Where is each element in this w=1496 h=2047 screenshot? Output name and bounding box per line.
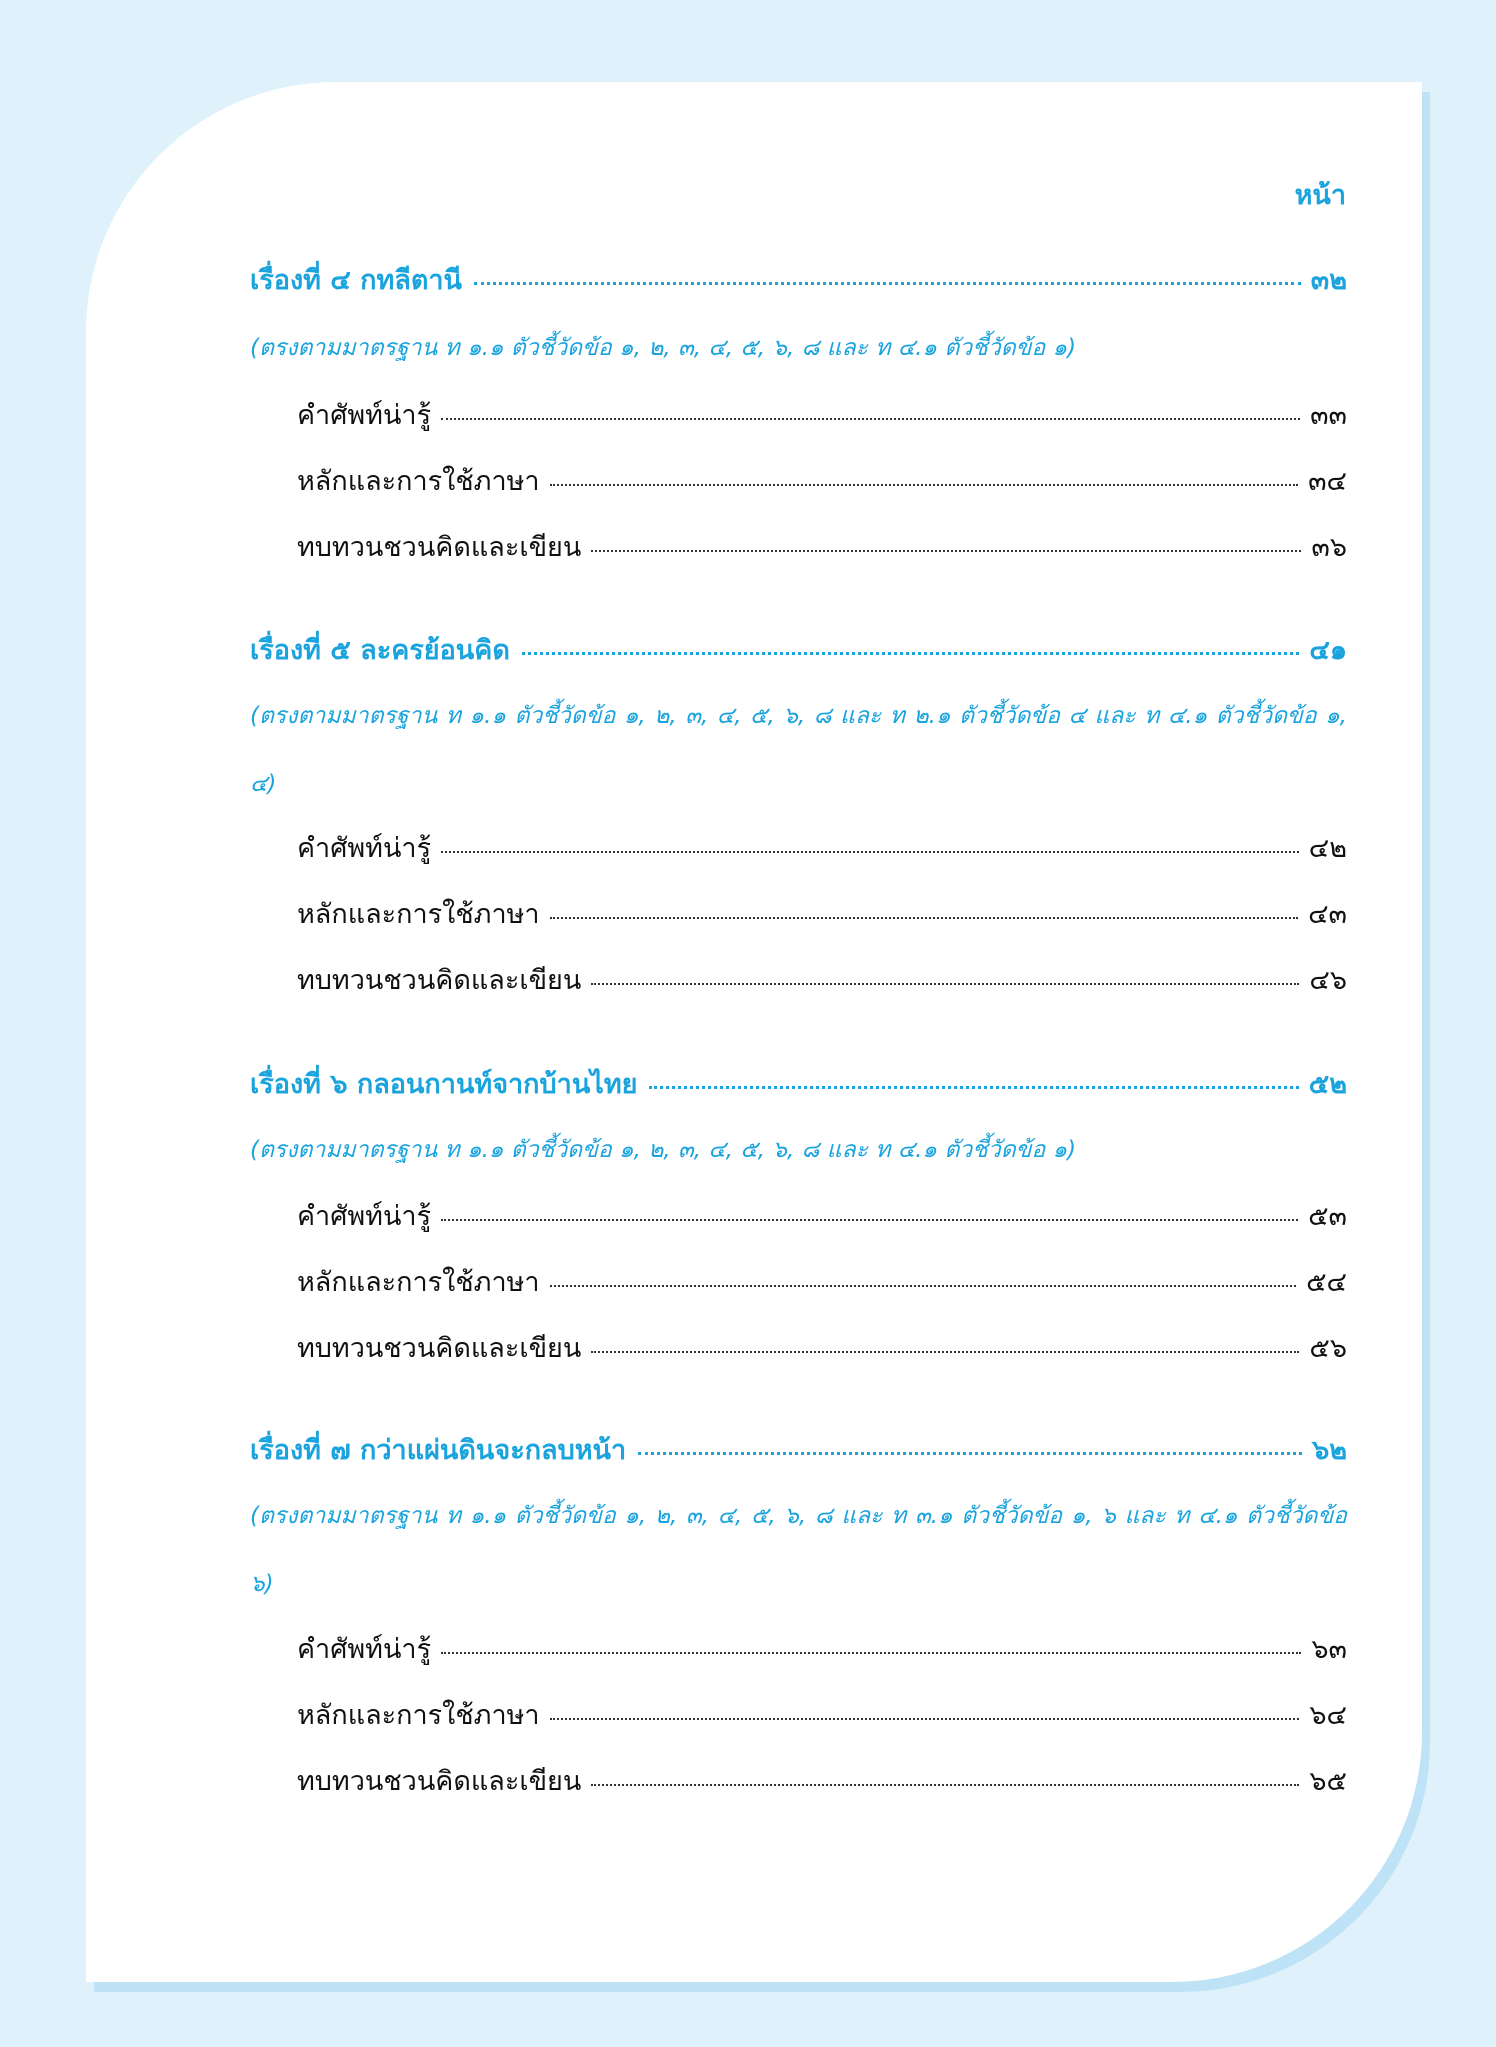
section-page-number: ๔๒ <box>1308 833 1347 864</box>
dot-leader <box>441 1652 1301 1654</box>
section-page-number: ๕๔ <box>1306 1267 1347 1298</box>
section-label: หลักและการใช้ภาษา <box>297 1700 540 1731</box>
dot-leader <box>591 1784 1299 1786</box>
section-page-number: ๖๔ <box>1309 1700 1347 1731</box>
chapter-title: เรื่องที่ ๖ กลอนกานท์จากบ้านไทย <box>250 1069 638 1100</box>
chapter-page-number: ๕๒ <box>1308 1069 1347 1100</box>
chapter-6-section-2[interactable] <box>250 1260 1347 1303</box>
chapter-4-section-1[interactable] <box>250 393 1347 436</box>
section-page-number: ๓๖ <box>1311 532 1347 563</box>
chapter-7-section-2[interactable] <box>250 1693 1347 1736</box>
section-label: คำศัพท์น่ารู้ <box>297 1634 432 1665</box>
dot-leader <box>649 1086 1298 1089</box>
chapter-6-section-1[interactable] <box>250 1194 1347 1237</box>
chapter-5-standards: (ตรงตามมาตรฐาน ท ๑.๑ ตัวชี้วัดข้อ ๑, ๒, ๓, ๔, ๕, ๖, ๘ และ ท ๒.๑ ตัวชี้วัดข้อ ๔ และ ท ๔.๑ ตัวชี้วัดข้อ ๑, ๔) <box>250 703 1347 797</box>
chapter-4-standards: (ตรงตามมาตรฐาน ท ๑.๑ ตัวชี้วัดข้อ ๑, ๒, ๓, ๔, ๕, ๖, ๘ และ ท ๔.๑ ตัวชี้วัดข้อ ๑) <box>250 335 1077 361</box>
section-page-number: ๖๓ <box>1311 1634 1347 1665</box>
section-label: คำศัพท์น่ารู้ <box>297 400 432 431</box>
dot-leader <box>638 1452 1302 1455</box>
dot-leader <box>550 484 1299 486</box>
dot-leader <box>550 917 1299 919</box>
chapter-title: เรื่องที่ ๔ กทลีตานี <box>250 265 463 296</box>
chapter-title: เรื่องที่ ๗ กว่าแผ่นดินจะกลบหน้า <box>250 1435 627 1466</box>
chapter-4-entry[interactable] <box>250 258 1347 301</box>
chapter-6-standards: (ตรงตามมาตรฐาน ท ๑.๑ ตัวชี้วัดข้อ ๑, ๒, ๓, ๔, ๕, ๖, ๘ และ ท ๔.๑ ตัวชี้วัดข้อ ๑) <box>250 1137 1077 1163</box>
dot-leader <box>591 1351 1299 1353</box>
section-label: ทบทวนชวนคิดและเขียน <box>297 1766 582 1797</box>
dot-leader <box>550 1718 1300 1720</box>
section-label: ทบทวนชวนคิดและเขียน <box>297 1333 582 1364</box>
chapter-7-section-1[interactable] <box>250 1627 1347 1670</box>
chapter-7-section-3[interactable] <box>250 1759 1347 1802</box>
chapter-4-section-3[interactable] <box>250 525 1347 568</box>
dot-leader <box>550 1285 1297 1287</box>
chapter-page-number: ๓๒ <box>1310 265 1347 296</box>
chapter-page-number: ๔๑ <box>1309 635 1347 666</box>
section-page-number: ๕๓ <box>1308 1201 1347 1232</box>
section-page-number: ๕๖ <box>1309 1333 1347 1364</box>
dot-leader <box>441 418 1300 420</box>
chapter-5-section-2[interactable] <box>250 892 1347 935</box>
section-label: หลักและการใช้ภาษา <box>297 466 540 497</box>
section-label: คำศัพท์น่ารู้ <box>297 1201 432 1232</box>
chapter-title: เรื่องที่ ๕ ละครย้อนคิด <box>250 635 510 666</box>
section-label: หลักและการใช้ภาษา <box>297 1267 540 1298</box>
section-label: หลักและการใช้ภาษา <box>297 899 540 930</box>
chapter-5-entry[interactable] <box>250 628 1347 671</box>
section-page-number: ๔๓ <box>1308 899 1347 930</box>
chapter-4-section-2[interactable] <box>250 459 1347 502</box>
section-page-number: ๔๖ <box>1309 965 1347 996</box>
dot-leader <box>474 282 1301 285</box>
dot-leader <box>522 652 1300 655</box>
dot-leader <box>591 983 1299 985</box>
section-page-number: ๖๕ <box>1309 1766 1347 1797</box>
dot-leader <box>441 851 1299 853</box>
dot-leader <box>441 1219 1298 1221</box>
chapter-7-standards: (ตรงตามมาตรฐาน ท ๑.๑ ตัวชี้วัดข้อ ๑, ๒, ๓, ๔, ๕, ๖, ๘ และ ท ๓.๑ ตัวชี้วัดข้อ ๑, ๖ และ ท ๔.๑ ตัวชี้วัดข้อ ๖) <box>250 1503 1347 1597</box>
dot-leader <box>591 550 1301 552</box>
page-column-label: หน้า <box>1294 180 1346 211</box>
section-label: ทบทวนชวนคิดและเขียน <box>297 532 582 563</box>
chapter-5-section-3[interactable] <box>250 958 1347 1001</box>
section-page-number: ๓๓ <box>1310 400 1347 431</box>
section-page-number: ๓๔ <box>1308 466 1347 497</box>
section-label: ทบทวนชวนคิดและเขียน <box>297 965 582 996</box>
section-label: คำศัพท์น่ารู้ <box>297 833 432 864</box>
chapter-page-number: ๖๒ <box>1312 1435 1347 1466</box>
chapter-7-entry[interactable] <box>250 1428 1347 1471</box>
chapter-5-section-1[interactable] <box>250 826 1347 869</box>
chapter-6-entry[interactable] <box>250 1062 1347 1105</box>
chapter-6-section-3[interactable] <box>250 1326 1347 1369</box>
